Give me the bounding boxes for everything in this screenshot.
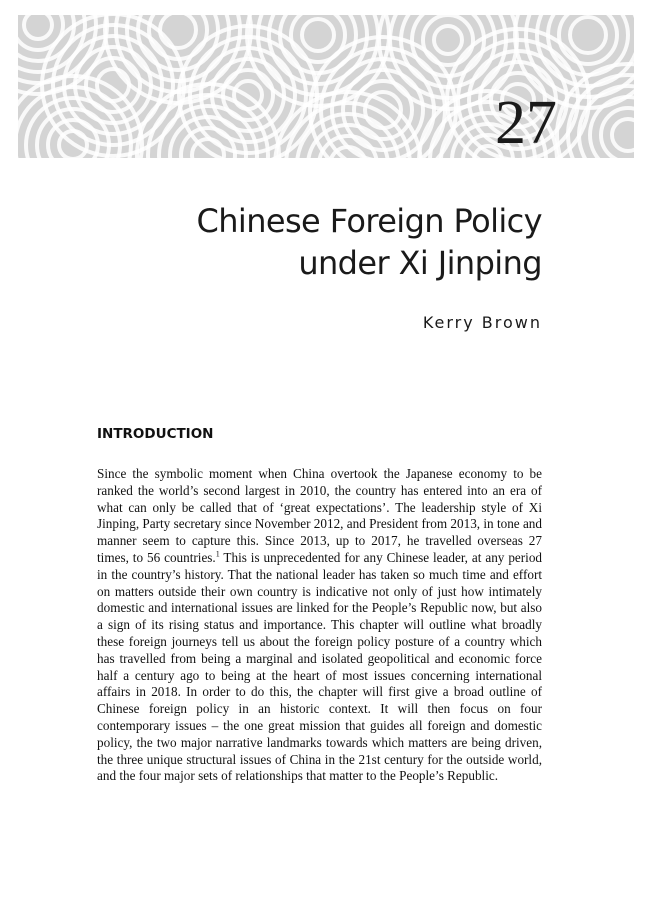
wave-ring bbox=[434, 26, 462, 54]
chapter-title bbox=[102, 200, 542, 284]
footnote-reference[interactable]: 1 bbox=[215, 549, 220, 559]
chapter-title-line-1: Chinese Foreign Policy bbox=[196, 202, 542, 240]
wave-ring bbox=[192, 139, 224, 158]
wave-ring bbox=[160, 15, 196, 48]
paragraph-text-part-2: This is unprecedented for any Chinese leader, at any period in the country’s history. That the national leader has taken so much time and effort on matters outside their own country is indicative not only of just how intimately domestic and international issues are linked for the People’s Republic now, but also a sign of its rising status and importance. This chapter will outline what broadly these foreign journeys tell us about the foreign policy posture of a country which has travelled from being a marginal and isolated geopolitical and economic force half a century ago to being at the heart of most issues concerning international affairs in 2018. In order to do this, the chapter will first give a broad outline of Chinese foreign policy in an historic context. It will then focus on four contemporary issues – the one great mission that guides all foreign and domestic policy, the two major narrative landmarks towards which matters are being driven, the three unique structural issues of China in the 21st century for the outside world, and the four major sets of relationships that matter to the People’s Republic. bbox=[97, 549, 543, 784]
chapter-number: 27 bbox=[495, 89, 557, 157]
paragraph-text-part-1: Since the symbolic moment when China overtook the Japanese economy to be ranked the world’s second largest in 2010, the country has entered into an era of what can only be called that of ‘great expectations’. The leadership style of Xi Jinping, Party secretary since November 2012, and President from 2013, in tone and manner seem to capture this. Since 2013, up to 2017, he travelled overseas 27 times, to 56 countries. bbox=[97, 466, 542, 565]
wave-ring bbox=[423, 15, 473, 65]
section-heading: INTRODUCTION bbox=[97, 426, 214, 442]
body-paragraph bbox=[97, 466, 542, 785]
chapter-author: Kerry Brown bbox=[422, 313, 542, 332]
wave-ring bbox=[570, 17, 606, 53]
wave-ring bbox=[559, 15, 617, 64]
wave-ring bbox=[24, 15, 52, 39]
wave-ring bbox=[302, 19, 334, 51]
wave-ring bbox=[612, 119, 634, 151]
chapter-title-line-2: under Xi Jinping bbox=[298, 244, 542, 282]
